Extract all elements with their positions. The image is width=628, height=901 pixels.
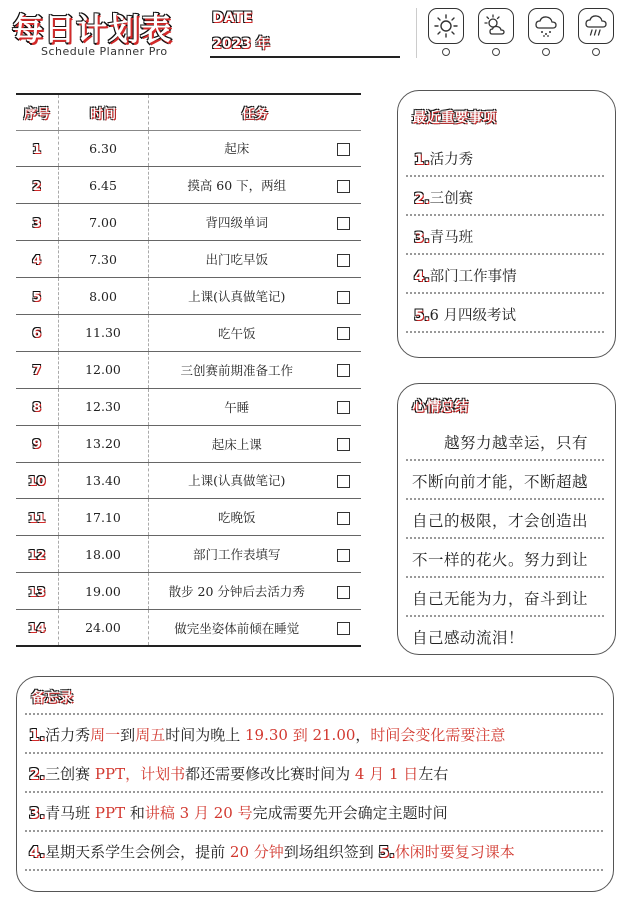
memo-text: 到 — [120, 726, 136, 744]
row-number: 6 — [16, 314, 58, 351]
table-row — [16, 278, 361, 315]
item-text: 活力秀 — [429, 152, 474, 168]
row-task: 上课(认真做笔记) — [188, 289, 286, 304]
mood-line: 不断向前才能，不断超越 — [412, 473, 589, 491]
memo-item — [29, 724, 505, 745]
item-number: 1. — [414, 152, 430, 168]
item-text: 青马班 — [429, 230, 474, 246]
planner-title: 每日计划表 — [12, 12, 172, 48]
memo-text: 星期天系学生会例会，提前 — [45, 843, 230, 861]
dotted-rule — [406, 214, 604, 216]
row-task: 午睡 — [224, 399, 250, 415]
row-number: 4 — [16, 241, 58, 278]
task-checkbox[interactable] — [337, 622, 350, 635]
row-task: 三创赛前期准备工作 — [180, 362, 293, 378]
row-time: 18.00 — [58, 536, 148, 573]
col-header-time: 时间 — [58, 94, 148, 130]
table-row — [16, 499, 361, 536]
partly-cloudy-select-dot[interactable] — [492, 48, 500, 56]
mood-line: 越努力越幸运，只有 — [412, 434, 589, 452]
task-checkbox[interactable] — [337, 512, 350, 525]
row-number: 13 — [16, 573, 58, 610]
row-task: 吃午饭 — [217, 325, 256, 341]
memo-text: 20 分钟 — [229, 843, 284, 861]
memo-text: 青马班 — [45, 804, 95, 822]
memo-text: 周一 — [90, 726, 121, 744]
mood-line: 不一样的花火。努力到让 — [412, 551, 589, 569]
mood-line: 自己感动流泪！ — [412, 629, 525, 647]
row-task: 起床上课 — [211, 436, 262, 452]
memo-text: 和 — [125, 804, 145, 822]
dotted-rule — [406, 175, 604, 177]
dotted-rule — [406, 292, 604, 294]
memo-title: 备忘录 — [31, 690, 73, 706]
mood-title: 心情总结 — [412, 399, 468, 415]
row-checkbox-cell — [325, 278, 361, 315]
row-number: 8 — [16, 388, 58, 425]
row-time: 7.30 — [58, 241, 148, 278]
memo-text: PPT — [94, 804, 126, 822]
memo-box — [16, 676, 614, 892]
row-checkbox-cell — [325, 130, 361, 167]
task-checkbox[interactable] — [337, 327, 350, 340]
header-divider — [416, 8, 417, 58]
row-number: 1 — [16, 130, 58, 167]
important-box — [397, 90, 616, 358]
table-row — [16, 241, 361, 278]
row-time: 24.00 — [58, 610, 148, 647]
memo-text: 活力秀 — [45, 726, 91, 744]
memo-text: 19.30 到 21.00 — [244, 726, 356, 744]
dotted-rule — [25, 752, 603, 754]
memo-number: 4. — [29, 843, 46, 861]
planner-subtitle: Schedule Planner Pro — [41, 45, 168, 58]
memo-text: 周五 — [135, 726, 166, 744]
important-item — [414, 187, 473, 208]
row-time: 13.40 — [58, 462, 148, 499]
row-task: 部门工作表填写 — [192, 547, 281, 563]
row-checkbox-cell — [325, 610, 361, 647]
row-task: 起床 — [224, 141, 250, 157]
row-number: 7 — [16, 351, 58, 388]
table-row — [16, 351, 361, 388]
row-number: 2 — [16, 167, 58, 204]
row-checkbox-cell — [325, 499, 361, 536]
row-time: 8.00 — [58, 278, 148, 315]
schedule-table — [16, 93, 361, 647]
mood-line: 自己无能为力，奋斗到让 — [412, 590, 589, 608]
task-checkbox[interactable] — [337, 475, 350, 488]
memo-text: 时间为晚上 — [165, 726, 245, 744]
important-item — [414, 148, 473, 169]
task-checkbox[interactable] — [337, 586, 350, 599]
memo-number: 2. — [29, 765, 46, 783]
table-row — [16, 130, 361, 167]
row-time: 19.00 — [58, 573, 148, 610]
row-number: 14 — [16, 610, 58, 647]
row-checkbox-cell — [325, 241, 361, 278]
dotted-rule — [406, 253, 604, 255]
partly-cloudy-icon[interactable] — [478, 8, 514, 44]
important-item — [414, 265, 517, 286]
memo-item — [29, 763, 448, 784]
important-item — [414, 304, 516, 325]
table-row — [16, 314, 361, 351]
row-number: 12 — [16, 536, 58, 573]
heavy-rain-select-dot[interactable] — [592, 48, 600, 56]
dotted-rule — [406, 615, 604, 617]
row-time: 7.00 — [58, 204, 148, 241]
row-task: 出门吃早饭 — [205, 252, 268, 268]
row-number: 10 — [16, 462, 58, 499]
row-task: 背四级单词 — [205, 215, 268, 231]
dotted-rule — [406, 331, 604, 333]
table-row — [16, 388, 361, 425]
memo-item — [29, 841, 515, 862]
rain-select-dot[interactable] — [542, 48, 550, 56]
row-task: 摸高 60 下，两组 — [187, 178, 287, 194]
memo-text: 三创赛 — [45, 765, 95, 783]
row-checkbox-cell — [325, 167, 361, 204]
memo-text: 4 月 1 日 — [354, 765, 419, 783]
dotted-rule — [406, 537, 604, 539]
dotted-rule — [25, 830, 603, 832]
row-time: 17.10 — [58, 499, 148, 536]
task-checkbox[interactable] — [337, 217, 350, 230]
row-task: 上课(认真做笔记) — [188, 473, 286, 489]
row-checkbox-cell — [325, 573, 361, 610]
row-number: 3 — [16, 204, 58, 241]
row-task: 散步 20 分钟后去活力秀 — [168, 584, 305, 600]
task-checkbox[interactable] — [337, 438, 350, 451]
important-title: 最近重要事项 — [412, 110, 496, 126]
table-row — [16, 536, 361, 573]
sun-select-dot[interactable] — [442, 48, 450, 56]
dotted-rule — [406, 459, 604, 461]
task-checkbox[interactable] — [337, 549, 350, 562]
row-checkbox-cell — [325, 388, 361, 425]
row-time: 6.45 — [58, 167, 148, 204]
date-year: 2023 年 — [212, 36, 270, 52]
row-number: 11 — [16, 499, 58, 536]
task-checkbox[interactable] — [337, 401, 350, 414]
memo-number: 3. — [29, 804, 46, 822]
dotted-rule — [406, 498, 604, 500]
row-time: 11.30 — [58, 314, 148, 351]
task-checkbox[interactable] — [337, 291, 350, 304]
row-time: 12.30 — [58, 388, 148, 425]
task-checkbox[interactable] — [337, 254, 350, 267]
dotted-rule — [406, 576, 604, 578]
table-row — [16, 462, 361, 499]
item-number: 3. — [414, 230, 430, 246]
memo-text: 完成需要先开会确定主题时间 — [252, 804, 448, 822]
dotted-rule — [25, 791, 603, 793]
date-underline — [210, 56, 400, 58]
row-time: 6.30 — [58, 130, 148, 167]
mood-box — [397, 383, 616, 655]
memo-text: 休闲时要复习课本 — [394, 843, 515, 861]
memo-text: 讲稿 3 月 20 号 — [144, 804, 253, 822]
row-checkbox-cell — [325, 204, 361, 241]
date-label: DATE — [212, 10, 253, 26]
memo-text: 左右 — [418, 765, 449, 783]
memo-text: 都还需要修改比赛时间为 — [185, 765, 355, 783]
task-checkbox[interactable] — [337, 143, 350, 156]
row-checkbox-cell — [325, 351, 361, 388]
row-number: 5 — [16, 278, 58, 315]
important-item — [414, 226, 473, 247]
col-header-no: 序号 — [16, 94, 58, 130]
task-checkbox[interactable] — [337, 180, 350, 193]
mood-line: 自己的极限，才会创造出 — [412, 512, 589, 530]
heavy-rain-icon[interactable] — [578, 8, 614, 44]
memo-number: 1. — [29, 726, 46, 744]
memo-number: 5. — [378, 843, 395, 861]
item-number: 4. — [414, 269, 430, 285]
table-row — [16, 610, 361, 647]
table-row — [16, 425, 361, 462]
row-time: 12.00 — [58, 351, 148, 388]
table-row — [16, 167, 361, 204]
memo-text: 时间会变化需要注意 — [370, 726, 506, 744]
row-checkbox-cell — [325, 314, 361, 351]
dotted-rule — [25, 713, 603, 715]
rain-icon[interactable] — [528, 8, 564, 44]
table-row — [16, 573, 361, 610]
row-checkbox-cell — [325, 462, 361, 499]
row-task: 吃晚饭 — [217, 510, 256, 526]
row-checkbox-cell — [325, 536, 361, 573]
row-task: 做完坐姿体前倾在睡觉 — [174, 620, 300, 636]
row-time: 13.20 — [58, 425, 148, 462]
item-text: 三创赛 — [429, 191, 474, 207]
item-text: 6 月四级考试 — [429, 308, 516, 324]
col-header-task: 任务 — [148, 94, 361, 130]
row-checkbox-cell — [325, 425, 361, 462]
memo-text: PPT，计划书 — [94, 765, 186, 783]
dotted-rule — [25, 869, 603, 871]
item-number: 2. — [414, 191, 430, 207]
memo-text: ， — [355, 726, 371, 744]
item-text: 部门工作事情 — [429, 269, 517, 285]
row-number: 9 — [16, 425, 58, 462]
sun-icon[interactable] — [428, 8, 464, 44]
task-checkbox[interactable] — [337, 364, 350, 377]
table-row — [16, 204, 361, 241]
memo-item — [29, 802, 448, 823]
item-number: 5. — [414, 308, 430, 324]
memo-text: 到场组织签到 — [283, 843, 379, 861]
